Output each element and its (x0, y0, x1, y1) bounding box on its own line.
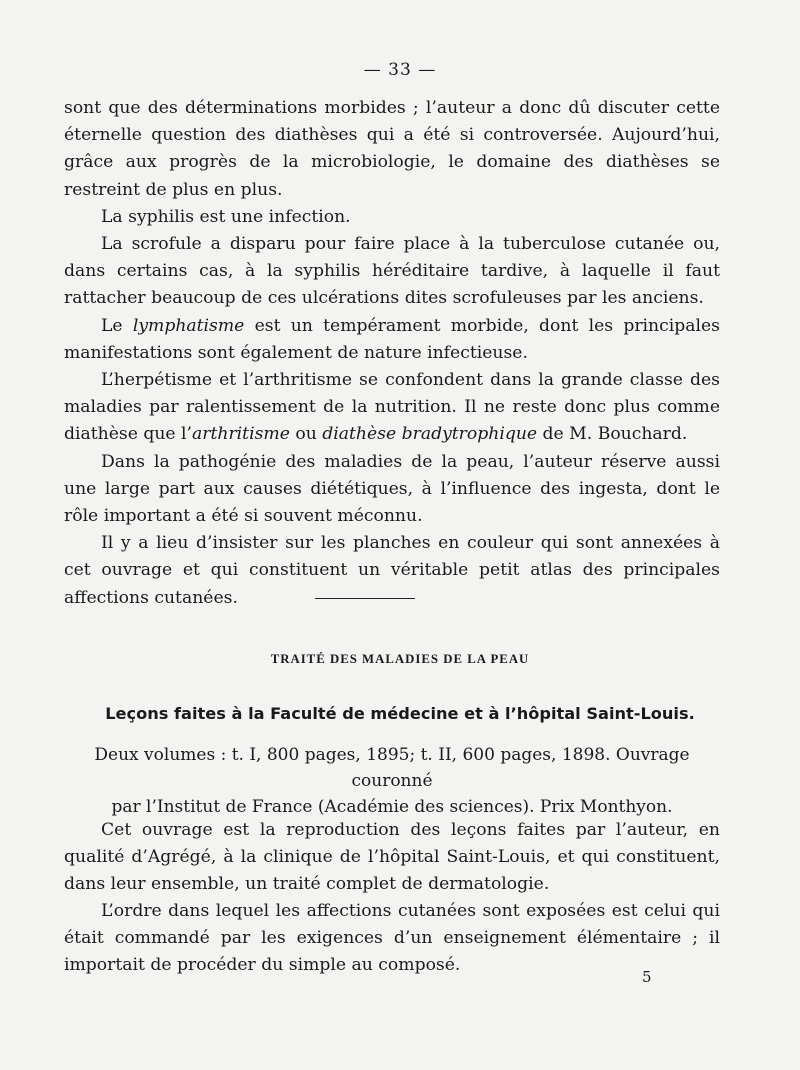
text-run: est un tempérament morbide, dont les principales manifestations sont également de nature infectieuse. (64, 315, 720, 363)
signature-mark: 5 (642, 968, 652, 986)
body-text-top (64, 95, 720, 612)
lecture-title: Leçons faites à la Faculté de médecine et à l’hôpital Saint-Louis. (105, 704, 695, 723)
volumes-line: par l’Institut de France (Académie des sciences). Prix Monthyon. (111, 797, 673, 817)
body-text-bottom (64, 817, 720, 979)
italic-term: arthritisme (192, 424, 290, 445)
paragraph: L’ordre dans lequel les affections cutanées sont exposées est celui qui était commandé par les exigences d’un enseignement élémentaire ; il importait de procéder du simple au composé. (64, 901, 720, 975)
section-title: TRAITÉ DES MALADIES DE LA PEAU (270, 652, 530, 666)
section-divider (315, 598, 415, 599)
paragraph: Cet ouvrage est la reproduction des leçons faites par l’auteur, en qualité d’Agrégé, à la clinique de l’hôpital Saint-Louis, et qui constituent, dans leur ensemble, un traité complet de dermatologie. (64, 820, 720, 894)
text-run: L’herpétisme et l’arthritisme se confondent dans la grande classe des maladies par ralentissement de la nutrition. Il ne reste donc plus comme diathèse que l’ (64, 370, 720, 445)
text-run: ou (289, 424, 323, 445)
text-run: Le (101, 315, 133, 336)
paragraph: La scrofule a disparu pour faire place à la tuberculose cutanée ou, dans certains cas, à la syphilis héréditaire tardive, à laquelle il faut rattacher beaucoup de ces ulcérations dites scrofuleuses par les anciens. (64, 234, 720, 309)
italic-term: lymphatisme (132, 315, 245, 336)
paragraph: sont que des déterminations morbides ; l’auteur a donc dû discuter cette éternelle question des diathèses qui a été si controversée. Aujourd’hui, grâce aux progrès de la microbiologie, le domaine des diathèses se restreint de plus en plus. (64, 98, 720, 200)
page-number: — 33 — (363, 60, 437, 80)
italic-term: diathèse bradytrophique (322, 424, 538, 445)
volumes-info (64, 742, 720, 820)
text-run: de M. Bouchard. (537, 424, 688, 445)
paragraph: La syphilis est une infection. (101, 206, 351, 227)
paragraph (64, 367, 720, 449)
paragraph: Dans la pathogénie des maladies de la peau, l’auteur réserve aussi une large part aux causes diététiques, à l’influence des ingesta, dont le rôle important a été si souvent méconnu. (64, 451, 720, 527)
volumes-line: Deux volumes : t. I, 800 pages, 1895; t. II, 600 pages, 1898. Ouvrage couronné (94, 745, 690, 791)
paragraph: Il y a lieu d’insister sur les planches en couleur qui sont annexées à cet ouvrage et qui constituent un véritable petit atlas des principales affections cutanées. (64, 533, 720, 608)
paragraph (64, 313, 720, 367)
